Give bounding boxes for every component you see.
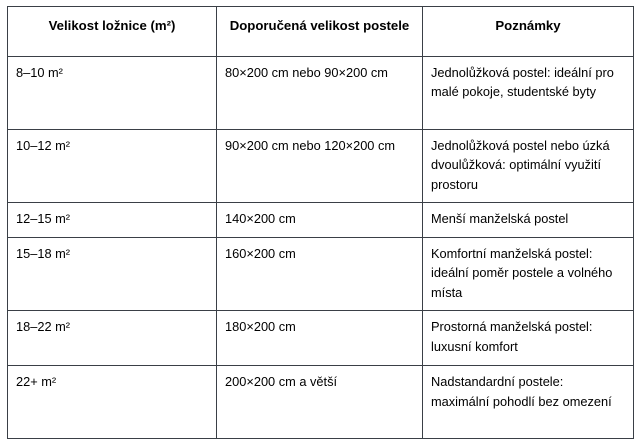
table-row (8, 311, 634, 366)
table-row (8, 130, 634, 203)
cell-text-room-size: 22+ m² (16, 374, 57, 390)
cell-text-notes: Jednolůžková postel: ideální pro malé pokoje, studentské byty (431, 65, 614, 100)
cell-room-size (8, 237, 217, 310)
cell-text-notes: Komfortní manželská postel: ideální poměr postele a volného místa (431, 245, 613, 300)
cell-bed-size (217, 237, 423, 310)
cell-room-size (8, 57, 217, 130)
column-header-notes: Poznámky (423, 7, 634, 57)
cell-text-room-size: 12–15 m² (16, 211, 71, 227)
table-container (7, 6, 633, 439)
cell-room-size (8, 366, 217, 439)
cell-notes (423, 130, 634, 203)
cell-text-room-size: 15–18 m² (16, 245, 71, 261)
cell-text-bed-size: 180×200 cm (225, 319, 296, 335)
cell-text-bed-size: 200×200 cm a větší (225, 374, 338, 390)
cell-bed-size (217, 130, 423, 203)
table-row (8, 203, 634, 237)
cell-bed-size (217, 57, 423, 130)
cell-text-notes: Nadstandardní postele: maximální pohodlí bez omezení (431, 374, 612, 409)
cell-text-bed-size: 90×200 cm nebo 120×200 cm (225, 138, 396, 153)
table-header-row (8, 7, 634, 57)
cell-text-room-size: 10–12 m² (16, 138, 71, 153)
cell-text-notes: Menší manželská postel (431, 211, 569, 227)
cell-room-size (8, 203, 217, 237)
cell-room-size (8, 311, 217, 366)
cell-notes (423, 57, 634, 130)
table-header (8, 7, 634, 57)
cell-notes (423, 203, 634, 237)
cell-bed-size (217, 311, 423, 366)
table-body (8, 57, 634, 439)
column-header-room-size: Velikost ložnice (m²) (8, 7, 217, 57)
table-row (8, 237, 634, 310)
cell-room-size (8, 130, 217, 203)
cell-bed-size (217, 366, 423, 439)
cell-text-room-size: 8–10 m² (16, 65, 63, 80)
column-header-bed-size: Doporučená velikost postele (217, 7, 423, 57)
table-row (8, 366, 634, 439)
cell-text-bed-size: 160×200 cm (225, 245, 296, 261)
cell-text-room-size: 18–22 m² (16, 319, 71, 335)
cell-notes (423, 237, 634, 310)
cell-text-notes: Prostorná manželská postel: luxusní komfort (431, 319, 593, 354)
cell-bed-size (217, 203, 423, 237)
cell-text-bed-size: 80×200 cm nebo 90×200 cm (225, 65, 388, 80)
bedroom-size-table (7, 6, 634, 439)
cell-notes (423, 311, 634, 366)
table-row (8, 57, 634, 130)
cell-notes (423, 366, 634, 439)
cell-text-bed-size: 140×200 cm (225, 211, 296, 227)
cell-text-notes: Jednolůžková postel nebo úzká dvoulůžková: optimální využití prostoru (431, 138, 610, 192)
